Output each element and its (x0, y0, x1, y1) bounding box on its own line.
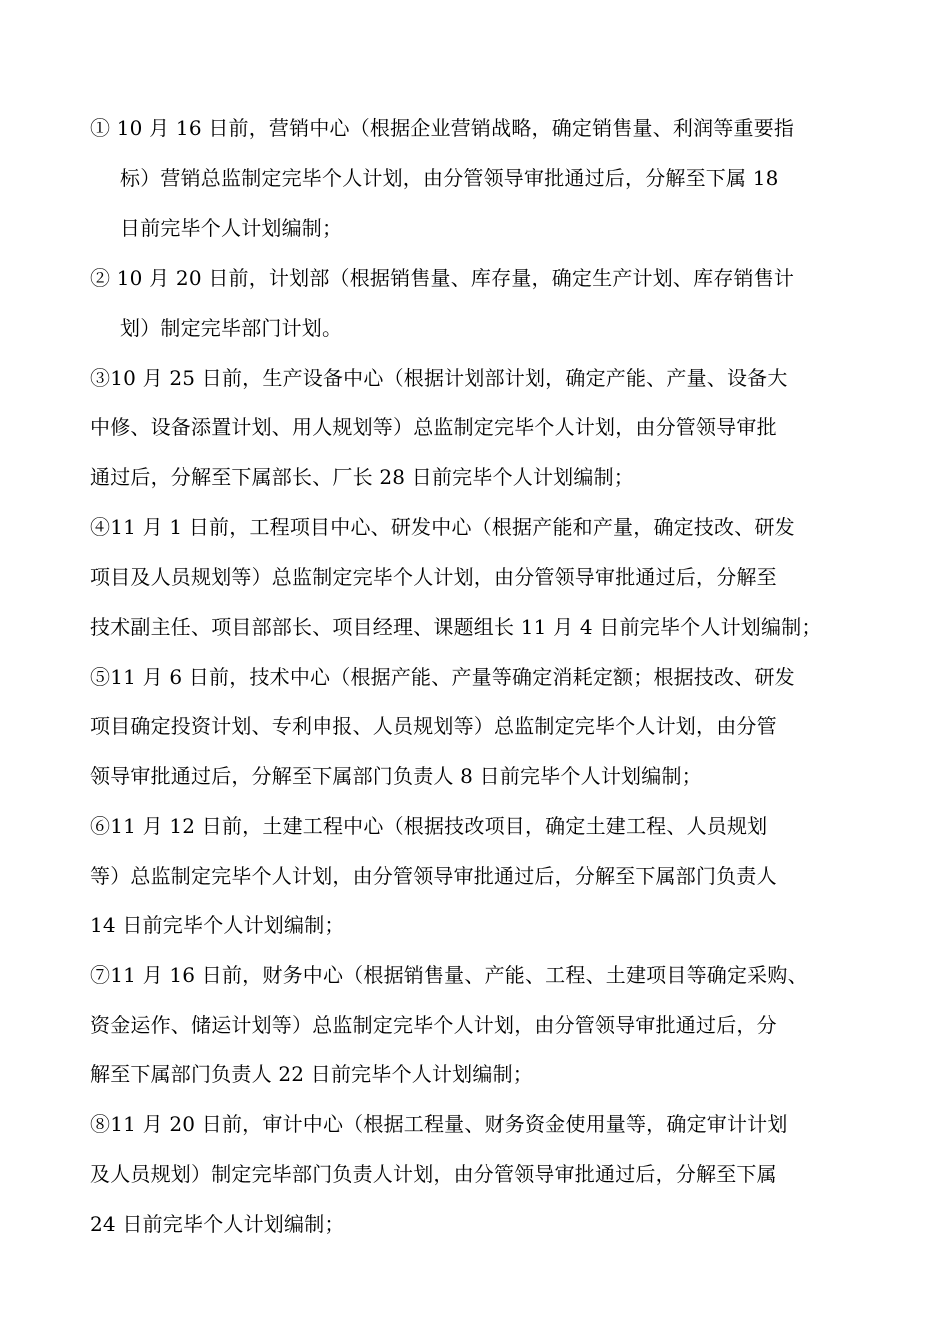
item-1-line-1: ① 10 月 16 日前，营销中心（根据企业营销战略，确定销售量、利润等重要指 (90, 116, 795, 140)
item-2-line-2: 划）制定完毕部门计划。 (120, 316, 343, 340)
item-8-line-3: 24 日前完毕个人计划编制； (90, 1212, 345, 1236)
item-8-line-2: 及人员规划）制定完毕部门负责人计划，由分管领导审批通过后，分解至下属 (90, 1162, 777, 1186)
item-6-line-2: 等）总监制定完毕个人计划，由分管领导审批通过后，分解至下属部门负责人 (90, 864, 777, 888)
item-1-line-3: 日前完毕个人计划编制； (120, 216, 343, 240)
item-7-line-2: 资金运作、储运计划等）总监制定完毕个人计划，由分管领导审批通过后，分 (90, 1013, 777, 1037)
item-7-line-1: ⑦11 月 16 日前，财务中心（根据销售量、产能、工程、土建项目等确定采购、 (90, 963, 808, 987)
item-6-line-3: 14 日前完毕个人计划编制； (90, 913, 345, 937)
item-4-line-1: ④11 月 1 日前，工程项目中心、研发中心（根据产能和产量，确定技改、研发 (90, 515, 795, 539)
item-5-line-1: ⑤11 月 6 日前，技术中心（根据产能、产量等确定消耗定额；根据技改、研发 (90, 665, 795, 689)
item-3-line-2: 中修、设备添置计划、用人规划等）总监制定完毕个人计划，由分管领导审批 (90, 415, 777, 439)
item-1-line-2: 标）营销总监制定完毕个人计划，由分管领导审批通过后，分解至下属 18 (120, 166, 779, 190)
item-5-line-2: 项目确定投资计划、专利申报、人员规划等）总监制定完毕个人计划，由分管 (90, 714, 777, 738)
item-5-line-3: 领导审批通过后，分解至下属部门负责人 8 日前完毕个人计划编制； (90, 764, 702, 788)
item-2-line-1: ② 10 月 20 日前，计划部（根据销售量、库存量，确定生产计划、库存销售计 (90, 266, 795, 290)
item-7-line-3: 解至下属部门负责人 22 日前完毕个人计划编制； (90, 1062, 533, 1086)
item-8-line-1: ⑧11 月 20 日前，审计中心（根据工程量、财务资金使用量等，确定审计计划 (90, 1112, 788, 1136)
item-6-line-1: ⑥11 月 12 日前，土建工程中心（根据技改项目，确定土建工程、人员规划 (90, 814, 768, 838)
item-3-line-1: ③10 月 25 日前，生产设备中心（根据计划部计划，确定产能、产量、设备大 (90, 366, 788, 390)
item-3-line-3: 通过后，分解至下属部长、厂长 28 日前完毕个人计划编制； (90, 465, 634, 489)
item-4-line-3: 技术副主任、项目部部长、项目经理、课题组长 11 月 4 日前完毕个人计划编制； (90, 615, 822, 639)
item-4-line-2: 项目及人员规划等）总监制定完毕个人计划，由分管领导审批通过后，分解至 (90, 565, 777, 589)
